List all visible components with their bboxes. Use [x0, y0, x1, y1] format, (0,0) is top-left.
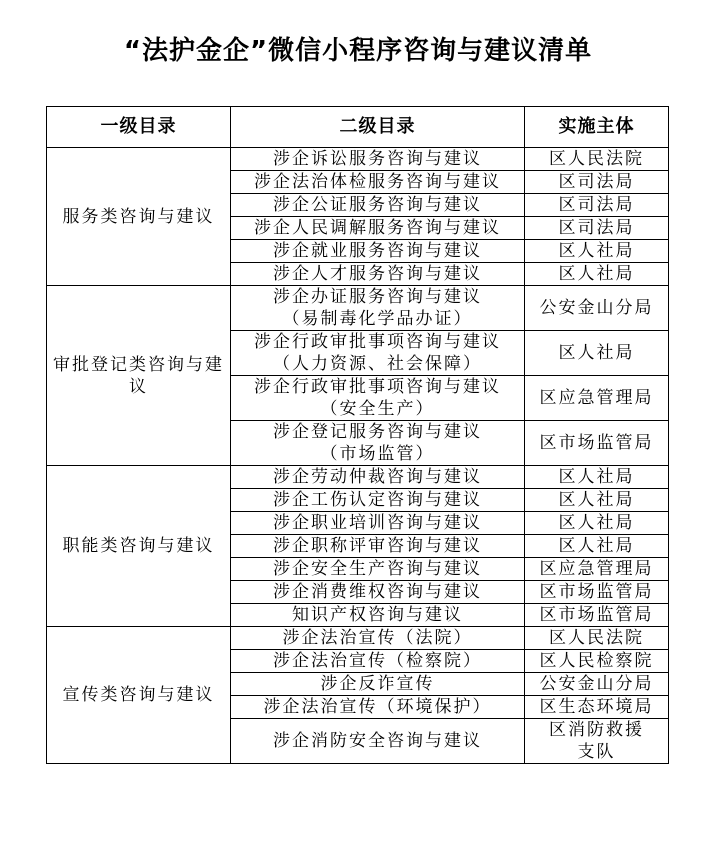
agency-label: 区市场监管局	[539, 605, 654, 625]
agency-label: 区人社局	[558, 490, 635, 510]
agency-label: 公安金山分局	[539, 298, 654, 318]
agency-cell	[525, 673, 669, 696]
header-level2: 二级目录	[231, 107, 525, 148]
table-row	[47, 286, 669, 331]
item-label: 涉企行政审批事项咨询与建议	[254, 377, 501, 397]
table-row	[47, 627, 669, 650]
agency-label: 区人社局	[558, 536, 635, 556]
agency-label: 区市场监管局	[539, 582, 654, 602]
agency-cell	[525, 194, 669, 217]
item-sublabel: （易制毒化学品办证）	[282, 309, 473, 329]
agency-cell	[525, 217, 669, 240]
category-label: 审批登记类咨询与建议	[53, 354, 224, 397]
agency-cell	[525, 650, 669, 673]
category-cell	[47, 286, 231, 466]
header-agency: 实施主体	[525, 107, 669, 148]
item-label: 涉企人才服务咨询与建议	[273, 264, 482, 284]
agency-cell	[525, 466, 669, 489]
item-label: 涉企诉讼服务咨询与建议	[273, 149, 482, 169]
agency-sublabel: 支队	[577, 742, 616, 762]
item-cell	[231, 466, 525, 489]
category-label: 职能类咨询与建议	[62, 536, 215, 556]
agency-label: 区人社局	[558, 241, 635, 261]
agency-label: 区人社局	[558, 264, 635, 284]
agency-cell	[525, 558, 669, 581]
category-cell	[47, 148, 231, 286]
item-cell	[231, 286, 525, 331]
agency-cell	[525, 696, 669, 719]
item-label: 涉企法治体检服务咨询与建议	[254, 172, 501, 192]
item-cell	[231, 421, 525, 466]
item-cell	[231, 512, 525, 535]
agency-cell	[525, 535, 669, 558]
agency-label: 区司法局	[558, 172, 635, 192]
agency-label: 区人民检察院	[539, 651, 654, 671]
item-cell	[231, 148, 525, 171]
item-label: 涉企职称评审咨询与建议	[273, 536, 482, 556]
item-cell	[231, 171, 525, 194]
agency-cell	[525, 421, 669, 466]
item-label: 涉企法治宣传（检察院）	[273, 651, 482, 671]
consultation-table	[46, 106, 669, 764]
item-cell	[231, 650, 525, 673]
item-cell	[231, 240, 525, 263]
table-body	[47, 148, 669, 764]
item-cell	[231, 217, 525, 240]
category-cell	[47, 466, 231, 627]
item-cell	[231, 627, 525, 650]
agency-label: 区司法局	[558, 218, 635, 238]
item-label: 涉企法治宣传（法院）	[282, 628, 473, 648]
item-cell	[231, 489, 525, 512]
item-sublabel: （人力资源、社会保障）	[273, 354, 482, 374]
agency-label: 区消防救援	[549, 720, 644, 740]
agency-label: 区应急管理局	[539, 388, 654, 408]
agency-cell	[525, 719, 669, 764]
agency-label: 区人社局	[558, 343, 635, 363]
agency-cell	[525, 581, 669, 604]
item-label: 涉企劳动仲裁咨询与建议	[273, 467, 482, 487]
item-label: 涉企工伤认定咨询与建议	[273, 490, 482, 510]
item-cell	[231, 263, 525, 286]
agency-cell	[525, 148, 669, 171]
table-row	[47, 466, 669, 489]
item-label: 涉企法治宣传（环境保护）	[263, 697, 492, 717]
item-cell	[231, 331, 525, 376]
item-cell	[231, 719, 525, 764]
item-sublabel: （安全生产）	[320, 399, 435, 419]
item-label: 涉企消费维权咨询与建议	[273, 582, 482, 602]
category-cell	[47, 627, 231, 764]
agency-cell	[525, 331, 669, 376]
item-cell	[231, 194, 525, 217]
item-label: 涉企登记服务咨询与建议	[273, 422, 482, 442]
item-label: 涉企行政审批事项咨询与建议	[254, 332, 501, 352]
item-cell	[231, 696, 525, 719]
item-label: 涉企公证服务咨询与建议	[273, 195, 482, 215]
header-level1: 一级目录	[47, 107, 231, 148]
agency-cell	[525, 512, 669, 535]
document-title: “法护金企”微信小程序咨询与建议清单	[123, 36, 593, 66]
item-label: 涉企反诈宣传	[320, 674, 435, 694]
item-cell	[231, 558, 525, 581]
item-label: 涉企办证服务咨询与建议	[273, 287, 482, 307]
agency-cell	[525, 240, 669, 263]
item-cell	[231, 673, 525, 696]
item-cell	[231, 604, 525, 627]
item-label: 涉企就业服务咨询与建议	[273, 241, 482, 261]
agency-cell	[525, 489, 669, 512]
table-row	[47, 148, 669, 171]
agency-cell	[525, 627, 669, 650]
agency-cell	[525, 286, 669, 331]
agency-cell	[525, 171, 669, 194]
item-label: 涉企职业培训咨询与建议	[273, 513, 482, 533]
item-sublabel: （市场监管）	[320, 444, 435, 464]
agency-cell	[525, 376, 669, 421]
header-row	[47, 107, 669, 148]
category-label: 服务类咨询与建议	[62, 206, 215, 227]
agency-label: 公安金山分局	[539, 674, 654, 694]
item-label: 涉企安全生产咨询与建议	[273, 559, 482, 579]
agency-label: 区生态环境局	[539, 697, 654, 717]
agency-label: 区应急管理局	[539, 559, 654, 579]
agency-label: 区人社局	[558, 513, 635, 533]
agency-label: 区人社局	[558, 467, 635, 487]
category-label: 宣传类咨询与建议	[62, 685, 215, 705]
agency-cell	[525, 604, 669, 627]
item-label: 涉企消防安全咨询与建议	[273, 731, 482, 751]
agency-label: 区司法局	[558, 195, 635, 215]
agency-label: 区市场监管局	[539, 433, 654, 453]
item-label: 知识产权咨询与建议	[292, 605, 463, 625]
item-cell	[231, 581, 525, 604]
item-cell	[231, 535, 525, 558]
agency-label: 区人民法院	[549, 149, 644, 169]
item-label: 涉企人民调解服务咨询与建议	[254, 218, 501, 238]
item-cell	[231, 376, 525, 421]
agency-cell	[525, 263, 669, 286]
agency-label: 区人民法院	[549, 628, 644, 648]
